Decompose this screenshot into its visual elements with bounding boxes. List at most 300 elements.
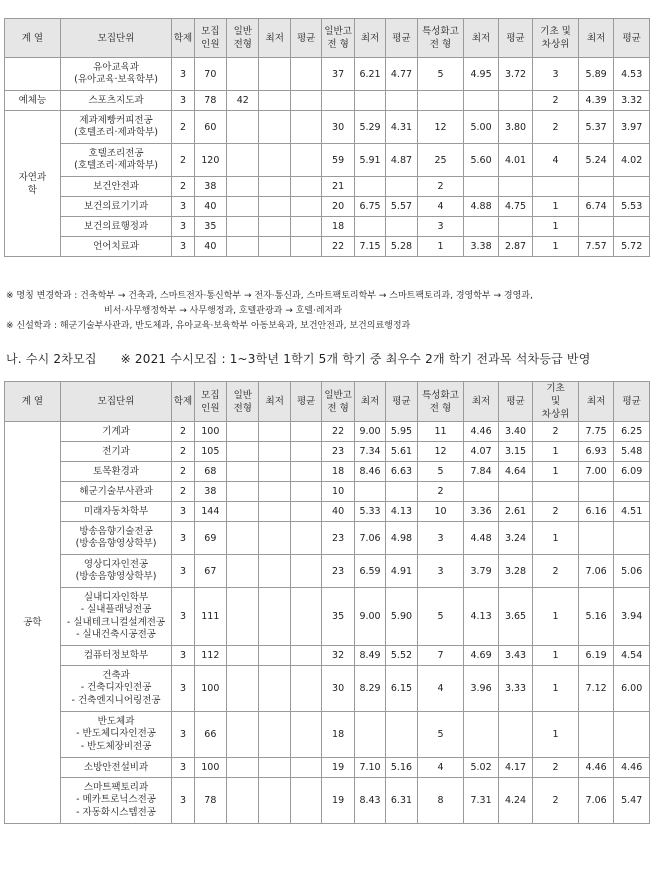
table-cell: 38 xyxy=(194,482,226,502)
table-cell: 4.39 xyxy=(578,91,613,111)
department-name: 기계과 xyxy=(60,422,172,442)
table-cell: 3.38 xyxy=(464,237,498,257)
table-cell xyxy=(227,555,259,588)
table-cell: 1 xyxy=(533,712,579,758)
table-cell: 5 xyxy=(417,712,464,758)
table-cell: 18 xyxy=(322,217,354,237)
table-cell xyxy=(227,442,259,462)
table-cell xyxy=(227,646,259,666)
table-cell xyxy=(578,522,613,555)
table-cell: 3.97 xyxy=(614,111,650,144)
table-cell xyxy=(259,502,290,522)
table-cell: 6.21 xyxy=(354,58,385,91)
table-cell: 7.10 xyxy=(354,758,385,778)
table-cell: 7.34 xyxy=(354,442,385,462)
table-cell: 2 xyxy=(417,482,464,502)
table-cell xyxy=(259,555,290,588)
table-cell xyxy=(259,58,290,91)
table-cell: 111 xyxy=(194,588,226,646)
table-cell xyxy=(290,482,321,502)
department-name: 제과제빵커피전공 (호텔조리·제과학부) xyxy=(60,111,172,144)
table-cell: 5.29 xyxy=(354,111,385,144)
table-cell: 5.90 xyxy=(386,588,417,646)
table-cell: 5.24 xyxy=(578,144,613,177)
table-cell: 5.16 xyxy=(386,758,417,778)
table-cell: 3.65 xyxy=(498,588,532,646)
table-row xyxy=(5,197,650,217)
table-cell: 112 xyxy=(194,646,226,666)
table-cell xyxy=(259,442,290,462)
table-row xyxy=(5,502,650,522)
table-cell xyxy=(227,237,259,257)
table-cell: 3 xyxy=(172,217,194,237)
department-name: 컴퓨터정보학부 xyxy=(60,646,172,666)
table-cell: 4.46 xyxy=(614,758,650,778)
table-cell: 2 xyxy=(533,778,579,824)
table-cell: 5.53 xyxy=(614,197,650,217)
table-cell xyxy=(259,237,290,257)
table-cell: 7.06 xyxy=(578,555,613,588)
table-cell: 8 xyxy=(417,778,464,824)
table-cell: 5.37 xyxy=(578,111,613,144)
table-row xyxy=(5,422,650,442)
table-cell: 2 xyxy=(172,144,194,177)
table-cell: 2 xyxy=(172,442,194,462)
category-cell: 예체능 xyxy=(5,91,61,111)
table-cell: 100 xyxy=(194,666,226,712)
table-cell: 22 xyxy=(322,237,354,257)
table-cell: 30 xyxy=(322,666,354,712)
table-cell: 2 xyxy=(533,422,579,442)
table-cell: 4.02 xyxy=(614,144,650,177)
table-cell xyxy=(386,712,417,758)
table-cell: 4.75 xyxy=(498,197,532,217)
table-cell: 37 xyxy=(322,58,354,91)
table-cell: 9.00 xyxy=(354,588,385,646)
department-name: 보건의료행정과 xyxy=(60,217,172,237)
table-cell xyxy=(290,111,321,144)
table-cell xyxy=(227,177,259,197)
table-row xyxy=(5,778,650,824)
table-cell: 2 xyxy=(172,177,194,197)
table-cell xyxy=(290,237,321,257)
table-cell xyxy=(227,197,259,217)
table-cell: 3 xyxy=(533,58,579,91)
table-cell xyxy=(386,177,417,197)
table-cell: 9.00 xyxy=(354,422,385,442)
table-cell: 3 xyxy=(417,522,464,555)
table-cell: 1 xyxy=(533,522,579,555)
table-cell: 2 xyxy=(533,111,579,144)
column-header: 계 열 xyxy=(5,19,61,58)
table-cell: 6.00 xyxy=(614,666,650,712)
table-cell xyxy=(259,712,290,758)
table-cell: 40 xyxy=(194,237,226,257)
table-cell xyxy=(290,758,321,778)
table-cell xyxy=(227,217,259,237)
table-cell: 4.64 xyxy=(498,462,532,482)
table-cell: 20 xyxy=(322,197,354,217)
table-cell: 38 xyxy=(194,177,226,197)
section-note: ※ 2021 수시모집 : 1~3학년 1학기 5개 학기 중 최우수 2개 학기 전과목 석차등급 반영 xyxy=(120,352,591,366)
table-cell: 3.15 xyxy=(498,442,532,462)
table-cell: 5.28 xyxy=(386,237,417,257)
table-cell: 3 xyxy=(417,555,464,588)
table-cell: 6.16 xyxy=(578,502,613,522)
table-cell xyxy=(464,217,498,237)
table-cell: 4.07 xyxy=(464,442,498,462)
table-cell: 12 xyxy=(417,442,464,462)
table-cell xyxy=(290,58,321,91)
table-cell: 3.72 xyxy=(498,58,532,91)
table-cell: 3 xyxy=(172,91,194,111)
column-header: 최저 xyxy=(354,382,385,422)
table-row xyxy=(5,217,650,237)
table-cell: 120 xyxy=(194,144,226,177)
table-cell: 30 xyxy=(322,111,354,144)
table-cell: 2 xyxy=(533,555,579,588)
table-cell: 3.36 xyxy=(464,502,498,522)
table-cell: 8.46 xyxy=(354,462,385,482)
department-name: 호텔조리전공 (호텔조리·제과학부) xyxy=(60,144,172,177)
table-cell: 4.31 xyxy=(386,111,417,144)
table-row xyxy=(5,462,650,482)
table-cell xyxy=(259,197,290,217)
table-cell xyxy=(227,144,259,177)
category-cell: 자연과 학 xyxy=(5,111,61,257)
table-cell xyxy=(498,482,532,502)
table-cell: 1 xyxy=(533,237,579,257)
table-cell xyxy=(227,666,259,712)
note-rename-cont: 비서·사무행정학부 → 사무행정과, 호텔관광과 → 호텔·레저과 xyxy=(104,306,342,316)
table-cell: 18 xyxy=(322,712,354,758)
column-header: 평균 xyxy=(386,382,417,422)
table-cell: 70 xyxy=(194,58,226,91)
table-cell: 4 xyxy=(417,197,464,217)
table-cell: 23 xyxy=(322,442,354,462)
table-cell xyxy=(290,217,321,237)
table-cell: 2 xyxy=(533,91,579,111)
table-cell: 1 xyxy=(533,197,579,217)
table-cell: 2 xyxy=(533,502,579,522)
column-header: 평균 xyxy=(498,382,532,422)
table-cell: 3.94 xyxy=(614,588,650,646)
table-cell xyxy=(290,712,321,758)
table-cell: 3 xyxy=(172,197,194,217)
table-cell: 6.74 xyxy=(578,197,613,217)
table-cell: 3 xyxy=(172,237,194,257)
department-name: 유아교육과 (유아교육·보육학부) xyxy=(60,58,172,91)
table-row xyxy=(5,237,650,257)
table-cell: 5.60 xyxy=(464,144,498,177)
table-cell: 6.15 xyxy=(386,666,417,712)
table-row xyxy=(5,758,650,778)
column-header: 최저 xyxy=(578,382,613,422)
table-cell xyxy=(259,177,290,197)
category-cell: 공학 xyxy=(5,422,61,824)
table-cell: 4.24 xyxy=(498,778,532,824)
table-cell: 3.33 xyxy=(498,666,532,712)
table-row xyxy=(5,144,650,177)
table-cell: 6.31 xyxy=(386,778,417,824)
table-cell: 8.29 xyxy=(354,666,385,712)
table-cell: 4.01 xyxy=(498,144,532,177)
table-cell xyxy=(227,778,259,824)
table-cell: 5.72 xyxy=(614,237,650,257)
table-cell xyxy=(498,712,532,758)
table-cell xyxy=(386,217,417,237)
admission-table-2 xyxy=(4,381,650,824)
table-cell xyxy=(614,217,650,237)
table-cell xyxy=(259,522,290,555)
table-cell xyxy=(464,177,498,197)
table-row xyxy=(5,555,650,588)
table-cell: 3.28 xyxy=(498,555,532,588)
admission-table-1 xyxy=(4,18,650,257)
table-cell: 4.88 xyxy=(464,197,498,217)
column-header: 일반고 전 형 xyxy=(322,382,354,422)
table-cell: 10 xyxy=(417,502,464,522)
department-name: 언어치료과 xyxy=(60,237,172,257)
table-cell xyxy=(354,712,385,758)
table-cell: 100 xyxy=(194,422,226,442)
table-cell: 23 xyxy=(322,555,354,588)
department-name: 방송음향기술전공 (방송음향영상학부) xyxy=(60,522,172,555)
table-cell xyxy=(290,666,321,712)
table-cell: 5.89 xyxy=(578,58,613,91)
table-cell: 3 xyxy=(172,502,194,522)
table-cell: 7.57 xyxy=(578,237,613,257)
table-cell xyxy=(533,177,579,197)
column-header: 일반고 전 형 xyxy=(322,19,354,58)
table-cell xyxy=(259,462,290,482)
table-cell: 5 xyxy=(417,588,464,646)
table-cell xyxy=(498,177,532,197)
table-cell: 6.09 xyxy=(614,462,650,482)
table-cell: 6.59 xyxy=(354,555,385,588)
column-header: 최저 xyxy=(464,382,498,422)
table-cell: 6.75 xyxy=(354,197,385,217)
table-cell: 1 xyxy=(533,666,579,712)
column-header: 모집 인원 xyxy=(194,19,226,58)
table-cell: 3 xyxy=(172,646,194,666)
table-cell xyxy=(290,778,321,824)
table-cell: 1 xyxy=(533,217,579,237)
table-cell xyxy=(259,482,290,502)
table-row xyxy=(5,646,650,666)
table-cell: 59 xyxy=(322,144,354,177)
department-name: 토목환경과 xyxy=(60,462,172,482)
table-cell: 3.24 xyxy=(498,522,532,555)
table-cell xyxy=(290,197,321,217)
department-name: 영상디자인전공 (방송음향영상학부) xyxy=(60,555,172,588)
table-cell xyxy=(464,712,498,758)
table-cell: 144 xyxy=(194,502,226,522)
table-cell: 5.57 xyxy=(386,197,417,217)
table-cell: 4.46 xyxy=(464,422,498,442)
table-cell xyxy=(259,778,290,824)
table-row xyxy=(5,482,650,502)
table-cell xyxy=(578,712,613,758)
table-cell xyxy=(259,91,290,111)
department-name: 미래자동차학부 xyxy=(60,502,172,522)
table-cell xyxy=(290,502,321,522)
table-cell xyxy=(614,712,650,758)
table-row xyxy=(5,91,650,111)
table-cell xyxy=(259,646,290,666)
table-cell: 12 xyxy=(417,111,464,144)
table-cell: 8.43 xyxy=(354,778,385,824)
department-name: 소방안전설비과 xyxy=(60,758,172,778)
table-cell: 60 xyxy=(194,111,226,144)
table-cell xyxy=(386,91,417,111)
table-cell: 2 xyxy=(172,462,194,482)
table-cell: 4.48 xyxy=(464,522,498,555)
column-header: 일반 전형 xyxy=(227,382,259,422)
column-header: 기초 및 차상위 xyxy=(533,382,579,422)
table-cell xyxy=(227,111,259,144)
table-cell xyxy=(227,758,259,778)
column-header: 최저 xyxy=(259,382,290,422)
table-cell: 3 xyxy=(172,666,194,712)
department-name: 보건안전과 xyxy=(60,177,172,197)
table-cell: 6.19 xyxy=(578,646,613,666)
table-cell: 7.06 xyxy=(354,522,385,555)
table-cell: 5.52 xyxy=(386,646,417,666)
table-cell: 3 xyxy=(172,58,194,91)
table-cell: 4.51 xyxy=(614,502,650,522)
column-header: 특성화고 전 형 xyxy=(417,382,464,422)
table-cell xyxy=(354,177,385,197)
table-cell: 2.87 xyxy=(498,237,532,257)
table-cell: 1 xyxy=(533,588,579,646)
table-cell xyxy=(614,522,650,555)
table-row xyxy=(5,442,650,462)
table-cell xyxy=(417,91,464,111)
table-cell: 100 xyxy=(194,758,226,778)
table-cell xyxy=(498,91,532,111)
table-cell: 1 xyxy=(533,646,579,666)
table-cell xyxy=(386,482,417,502)
column-header: 계 열 xyxy=(5,382,61,422)
table-cell: 4.98 xyxy=(386,522,417,555)
table-cell xyxy=(290,522,321,555)
table-cell: 4.77 xyxy=(386,58,417,91)
table-cell xyxy=(578,177,613,197)
table-cell: 35 xyxy=(194,217,226,237)
table-cell: 7.00 xyxy=(578,462,613,482)
table-cell xyxy=(259,758,290,778)
table-cell: 4.13 xyxy=(464,588,498,646)
table-cell: 25 xyxy=(417,144,464,177)
table-cell: 3 xyxy=(172,588,194,646)
table-cell xyxy=(354,91,385,111)
table-cell xyxy=(259,111,290,144)
table-cell xyxy=(259,422,290,442)
table-cell: 5.91 xyxy=(354,144,385,177)
table-cell: 3.40 xyxy=(498,422,532,442)
department-name: 스마트팩토리과 - 메카트로닉스전공 - 자동화시스템전공 xyxy=(60,778,172,824)
table-cell xyxy=(290,555,321,588)
table-cell: 78 xyxy=(194,778,226,824)
column-header: 학제 xyxy=(172,382,194,422)
table-cell: 5.06 xyxy=(614,555,650,588)
note-new-depts: ※ 신설학과 : 해군기술부사관과, 반도체과, 유아교육·보육학부 아동보육과, 보건안전과, 보건의료행정과 xyxy=(6,321,411,331)
table-cell: 7 xyxy=(417,646,464,666)
table-cell xyxy=(290,144,321,177)
table-cell: 6.93 xyxy=(578,442,613,462)
table-cell: 42 xyxy=(227,91,259,111)
table-cell: 1 xyxy=(417,237,464,257)
table-cell: 2.61 xyxy=(498,502,532,522)
table-cell: 23 xyxy=(322,522,354,555)
table-cell xyxy=(227,58,259,91)
column-header: 평균 xyxy=(614,382,650,422)
table-cell: 1 xyxy=(533,462,579,482)
table-cell: 5.61 xyxy=(386,442,417,462)
table-cell xyxy=(227,422,259,442)
table-cell: 2 xyxy=(417,177,464,197)
table-cell xyxy=(259,588,290,646)
column-header: 최저 xyxy=(354,19,385,58)
column-header: 모집 인원 xyxy=(194,382,226,422)
department-name: 전기과 xyxy=(60,442,172,462)
table-cell: 4.87 xyxy=(386,144,417,177)
table-cell: 4.54 xyxy=(614,646,650,666)
table-cell: 2 xyxy=(172,111,194,144)
table-cell xyxy=(290,588,321,646)
table-cell xyxy=(227,482,259,502)
table-cell xyxy=(498,217,532,237)
table-cell xyxy=(227,712,259,758)
column-header: 평균 xyxy=(290,382,321,422)
table-cell xyxy=(533,482,579,502)
column-header: 일반 전형 xyxy=(227,19,259,58)
table-cell: 3 xyxy=(172,555,194,588)
table-cell: 2 xyxy=(533,758,579,778)
table-cell: 2 xyxy=(172,422,194,442)
table-cell xyxy=(259,217,290,237)
table-cell: 18 xyxy=(322,462,354,482)
table-cell xyxy=(354,217,385,237)
table-cell xyxy=(259,144,290,177)
table-cell: 68 xyxy=(194,462,226,482)
table-cell: 3 xyxy=(172,778,194,824)
table-cell xyxy=(290,646,321,666)
column-header: 모집단위 xyxy=(60,382,172,422)
column-header: 평균 xyxy=(290,19,321,58)
column-header: 평균 xyxy=(614,19,650,58)
table-cell: 4.46 xyxy=(578,758,613,778)
table-cell xyxy=(290,442,321,462)
notes xyxy=(6,289,650,334)
table-cell: 3.32 xyxy=(614,91,650,111)
table-cell: 5.00 xyxy=(464,111,498,144)
column-header: 특성화고 전 형 xyxy=(417,19,464,58)
table-cell: 7.15 xyxy=(354,237,385,257)
table-cell: 5 xyxy=(417,462,464,482)
table-row xyxy=(5,588,650,646)
table-cell: 7.06 xyxy=(578,778,613,824)
table-cell xyxy=(227,522,259,555)
table-header-row xyxy=(5,19,650,58)
table-cell: 3 xyxy=(417,217,464,237)
table-cell: 3.79 xyxy=(464,555,498,588)
table-cell: 4 xyxy=(417,666,464,712)
department-name: 반도체과 - 반도체디자인전공 - 반도체장비전공 xyxy=(60,712,172,758)
table-cell xyxy=(290,462,321,482)
table-cell: 35 xyxy=(322,588,354,646)
